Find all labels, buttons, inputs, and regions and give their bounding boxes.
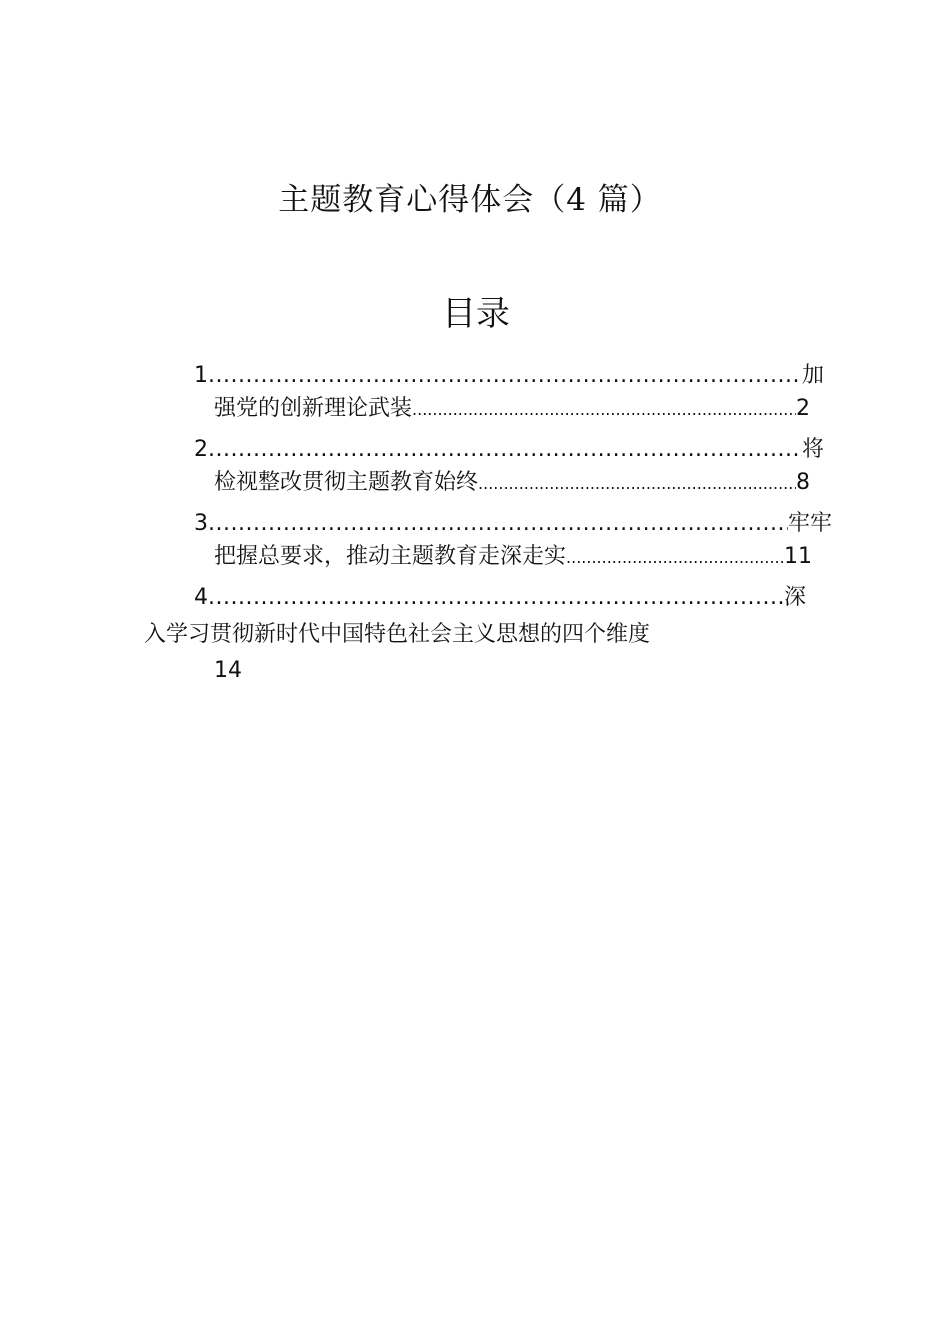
toc-leader-dots bbox=[566, 543, 784, 573]
toc-leader-dots bbox=[478, 469, 796, 499]
toc-leader-dots bbox=[208, 361, 802, 391]
toc-entry-1-second-line[interactable] bbox=[214, 394, 810, 425]
toc-entry-page: 14 bbox=[214, 658, 242, 683]
toc-entry-title: 入学习贯彻新时代中国特色社会主义思想的四个维度 bbox=[144, 622, 651, 647]
toc-entry-1-first-line[interactable] bbox=[194, 361, 824, 391]
toc-entry-page: 2 bbox=[796, 396, 810, 421]
toc-entry-title-start: 将 bbox=[801, 437, 824, 462]
toc-entry-number: 1 bbox=[194, 363, 208, 388]
toc-leader-dots bbox=[208, 435, 802, 465]
toc-entry-number: 4 bbox=[194, 585, 208, 610]
toc-entry-4-page-line bbox=[214, 656, 242, 686]
toc-entry-page: 11 bbox=[784, 544, 812, 569]
toc-entry-4-second-line[interactable] bbox=[144, 620, 650, 650]
toc-heading: 目录 bbox=[442, 294, 510, 334]
toc-entry-2-second-line[interactable] bbox=[214, 468, 810, 499]
toc-entry-title: 检视整改贯彻主题教育始终 bbox=[214, 470, 479, 495]
toc-entry-title: 把握总要求，推动主题教育走深走实 bbox=[214, 544, 567, 569]
toc-entry-title-start: 深 bbox=[783, 585, 806, 610]
toc-entry-3-first-line[interactable] bbox=[194, 509, 832, 539]
toc-entry-2-first-line[interactable] bbox=[194, 435, 824, 465]
toc-entry-page: 8 bbox=[796, 470, 810, 495]
toc-entry-number: 2 bbox=[194, 437, 208, 462]
document-title: 主题教育心得体会（4 篇） bbox=[278, 182, 662, 218]
toc-entry-3-second-line[interactable] bbox=[214, 542, 812, 573]
toc-leader-dots bbox=[208, 583, 784, 613]
toc-entry-number: 3 bbox=[194, 511, 208, 536]
toc-entry-title-start: 加 bbox=[801, 363, 824, 388]
toc-entry-title: 强党的创新理论武装 bbox=[214, 396, 413, 421]
toc-leader-dots bbox=[208, 509, 788, 539]
toc-leader-dots bbox=[412, 395, 796, 425]
toc-entry-4-first-line[interactable] bbox=[194, 583, 806, 613]
toc-entry-title-start: 牢牢 bbox=[787, 511, 832, 536]
